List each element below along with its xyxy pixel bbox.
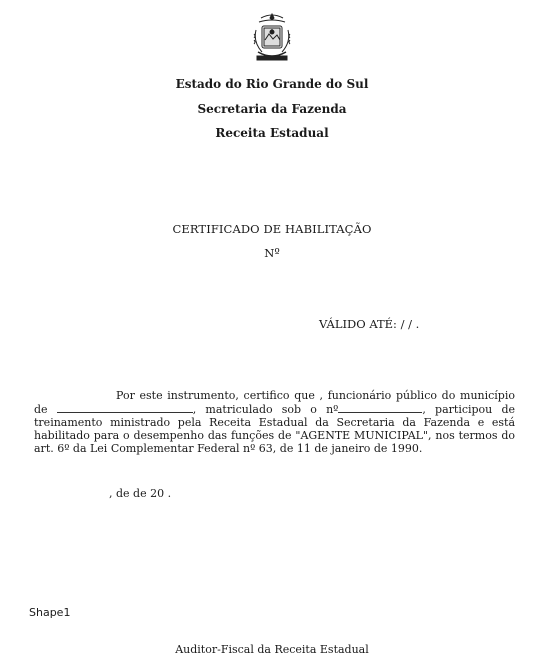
body-part-1: Por este instrumento, certifico que , funcionário público do município de <box>34 389 515 416</box>
signature-title: Auditor-Fiscal da Receita Estadual <box>175 643 369 656</box>
certificate-title: CERTIFICADO DE HABILITAÇÃO <box>172 222 372 236</box>
body-part-2: , matriculado sob o nº <box>192 403 339 416</box>
municipality-blank <box>57 402 193 413</box>
body-part-3: , participou de treinamento ministrado pela Receita Estadual da Secretaria da Fazenda e está habilitado para o desempenho das funções de "AGENTE MUNICIPAL", nos termos do art. 6º da Lei Complementar Federal nº 63, de 11 de janeiro de 1990. <box>34 403 516 455</box>
registration-blank <box>338 402 422 413</box>
shape-label: Shape1 <box>29 606 71 619</box>
header-agency: Receita Estadual <box>215 126 329 140</box>
certificate-number-label: Nº <box>264 246 280 260</box>
date-line: , de de 20 . <box>109 487 172 500</box>
header-secretariat: Secretaria da Fazenda <box>197 102 347 116</box>
valid-until: VÁLIDO ATÉ: / / . <box>319 317 420 331</box>
header-state: Estado do Rio Grande do Sul <box>175 77 369 91</box>
coat-of-arms-seal-icon <box>251 12 293 64</box>
certificate-body <box>34 389 515 455</box>
